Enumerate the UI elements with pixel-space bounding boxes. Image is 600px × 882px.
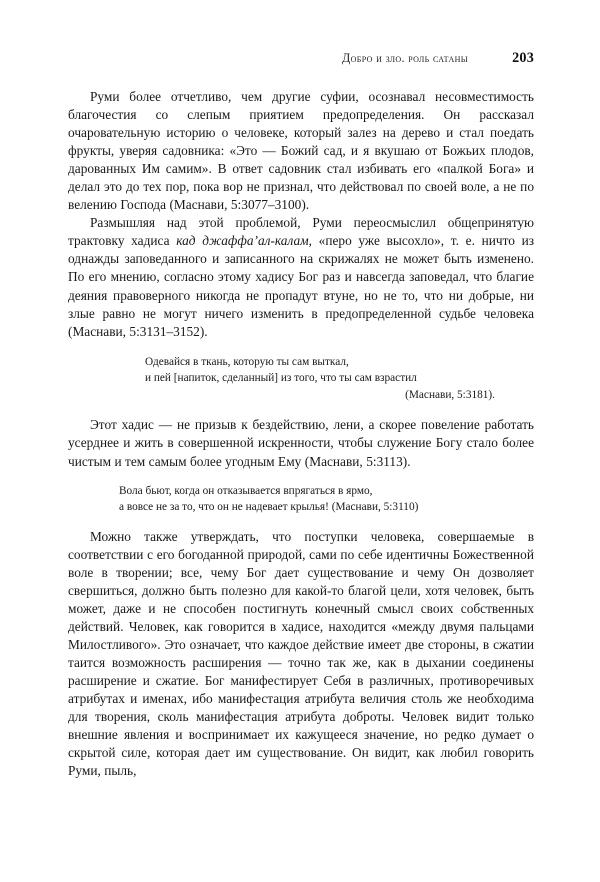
verse-line: а вовсе не за то, что он не надевает крылья! (Маснави, 5:3110) bbox=[119, 501, 419, 514]
running-head bbox=[68, 50, 534, 68]
verse-citation: (Маснави, 5:3181). bbox=[405, 388, 495, 401]
paragraph-2 bbox=[68, 214, 534, 340]
verse-line: Вола бьют, когда он отказывается впрягаться в ярмо, bbox=[119, 484, 373, 497]
verse-line: Одевайся в ткань, которую ты сам выткал, bbox=[145, 355, 349, 368]
text-block bbox=[68, 88, 534, 780]
running-head-title: Добро и зло. роль сатаны bbox=[342, 51, 469, 65]
paragraph-2-part-1: Размышляя над этой проблемой, Руми переосмыслил общепринятую трактовку хадиса bbox=[68, 215, 534, 249]
paragraph-3: Этот хадис — не призыв к бездействию, лени, а скорее повеление работать усерднее и жить в совершенной искренности, чтобы служение Богу стало более чистым и тем самым более угодным Ему (Маснави, 5:3113). bbox=[68, 417, 534, 469]
paragraph-1: Руми более отчетливо, чем другие суфии, осознавал несовместимость благочестия со слепым приятием предопределения. Он рассказал очаровательную историю о человеке, который залез на дерево и стал поедать фрукты, уверяя садовника: «Это — Божий сад, и я вкушаю от Божьих плодов, дарованных Им самим». В ответ садовник стал избивать его «палкой Бога» и делал это до тех пор, пока вор не признал, что действовал по своей воле, а не по велению Господа (Маснави, 5:3077–3100). bbox=[68, 89, 534, 213]
verse-quotation-1 bbox=[68, 354, 534, 404]
verse-quotation-2 bbox=[68, 483, 534, 516]
paragraph-4: Можно также утверждать, что поступки человека, совершаемые в соответствии с его богоданной природой, сами по себе идентичны Божественной воле в творении; все, чему Бог дает существование и чему Он дозволяет свершиться, должно быть полезно для какой-то благой цели, хотя человек, быть может, даже и не способен постигнуть конечный смысл своих собственных действий. Человек, как говорится в хадисе, находится «между двумя пальцами Милостливого». Это означает, что каждое действие имеет две стороны, в сжатии таится возможность расширения — точно так же, как в дыхании соединены расширение и сжатие. Бог манифестирует Себя в различных, противоречивых атрибутах и именах, ибо манифестация атрибута величия столь же необходима для творения, сколь манифестация атрибута доброты. Человек видит только внешние явления и воспринимает их кажущееся значение, но редко думает о скрытой силе, которая дает им существование. Он видит, как любил говорить Руми, пыль, bbox=[68, 528, 534, 779]
transliterated-hadith: кад джаффа’ал-калам bbox=[176, 233, 309, 249]
verse-line: и пей [напиток, сделанный] из того, что ты сам взрастил bbox=[145, 372, 417, 385]
page-number: 203 bbox=[512, 50, 534, 66]
paragraph-2-part-2: , «перо уже высохло», т. е. ничто из однажды заповеданного и записанного на скрижалях не может быть изменено. По его мнению, согласно этому хадису Бог раз и навсегда заповедал, что благие деяния правоверного никогда не пропадут втуне, но не то, что ни добрые, ни злые равно не могут ничего изменить в предопределенной судьбе человека (Маснави, 5:3131–3152). bbox=[68, 233, 535, 339]
